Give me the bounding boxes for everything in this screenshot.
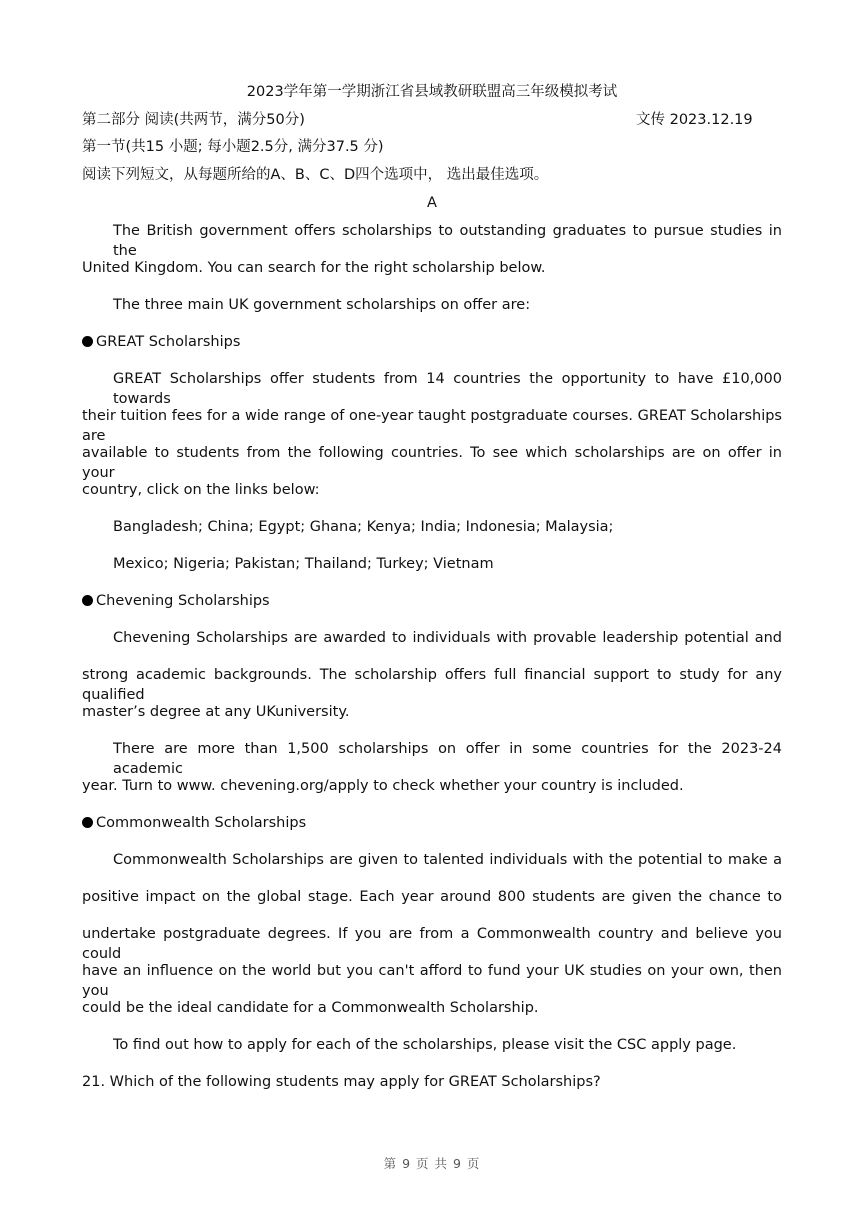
commonwealth-para-line-4: have an influence on the world but you can't afford to fund your UK studies on your own, then you xyxy=(82,963,782,999)
intro-line-1: The British government offers scholarships to outstanding graduates to pursue studies in the xyxy=(113,223,782,259)
great-heading-row xyxy=(82,332,782,352)
commonwealth-para-line-2: positive impact on the global stage. Each year around 800 students are given the chance to xyxy=(82,889,782,905)
bullet-icon xyxy=(82,336,93,347)
part-heading: 第二部分 阅读(共两节，满分50分) xyxy=(82,112,305,128)
chevening-para1-line-1: Chevening Scholarships are awarded to individuals with provable leadership potential and xyxy=(113,630,782,646)
commonwealth-para-line-5: could be the ideal candidate for a Commonwealth Scholarship. xyxy=(82,1000,539,1016)
countries-line-2: Mexico; Nigeria; Pakistan; Thailand; Turkey; Vietnam xyxy=(113,556,494,572)
exam-title: 2023学年第一学期浙江省县域教研联盟高三年级模拟考试 xyxy=(246,84,618,100)
chevening-para1-line-3: master’s degree at any UKuniversity. xyxy=(82,704,350,720)
commonwealth-heading: Commonwealth Scholarships xyxy=(96,815,307,831)
chevening-para2-line-2: year. Turn to www. chevening.org/apply to check whether your country is included. xyxy=(82,778,684,794)
great-para-line-3: available to students from the following countries. To see which scholarships are on offer in your xyxy=(82,445,782,481)
bullet-icon xyxy=(82,595,93,606)
intro-line-2: United Kingdom. You can search for the right scholarship below. xyxy=(82,260,546,276)
bullet-icon xyxy=(82,817,93,828)
section-heading: 第一节(共15 小题; 每小题2.5分, 满分37.5 分) xyxy=(82,139,384,155)
countries-line-1: Bangladesh; China; Egypt; Ghana; Kenya; India; Indonesia; Malaysia; xyxy=(113,519,614,535)
intro-2: The three main UK government scholarships on offer are: xyxy=(113,297,531,313)
page-footer: 第 9 页 共 9 页 xyxy=(383,1156,481,1171)
great-para-line-1: GREAT Scholarships offer students from 14 countries the opportunity to have £10,000 towards xyxy=(113,371,782,407)
great-para-line-2: their tuition fees for a wide range of one-year taught postgraduate courses. GREAT Scholarships are xyxy=(82,408,782,444)
question-21: 21. Which of the following students may apply for GREAT Scholarships? xyxy=(82,1074,601,1090)
instructions: 阅读下列短文，从每题所给的A、B、C、D四个选项中， 选出最佳选项。 xyxy=(82,167,549,183)
commonwealth-heading-row xyxy=(82,813,782,833)
commonwealth-para-line-3: undertake postgraduate degrees. If you are from a Commonwealth country and believe you could xyxy=(82,926,782,962)
chevening-para1-line-2: strong academic backgrounds. The scholarship offers full financial support to study for any qualified xyxy=(82,667,782,703)
closing-line: To find out how to apply for each of the scholarships, please visit the CSC apply page. xyxy=(113,1037,737,1053)
chevening-para2-line-1: There are more than 1,500 scholarships on offer in some countries for the 2023-24 academic xyxy=(113,741,782,777)
passage-label: A xyxy=(427,195,437,211)
great-para-line-4: country, click on the links below: xyxy=(82,482,320,498)
commonwealth-para-line-1: Commonwealth Scholarships are given to talented individuals with the potential to make a xyxy=(113,852,782,868)
great-heading: GREAT Scholarships xyxy=(96,334,241,350)
exam-date: 文传 2023.12.19 xyxy=(636,112,753,128)
chevening-heading: Chevening Scholarships xyxy=(96,593,270,609)
chevening-heading-row xyxy=(82,591,782,611)
